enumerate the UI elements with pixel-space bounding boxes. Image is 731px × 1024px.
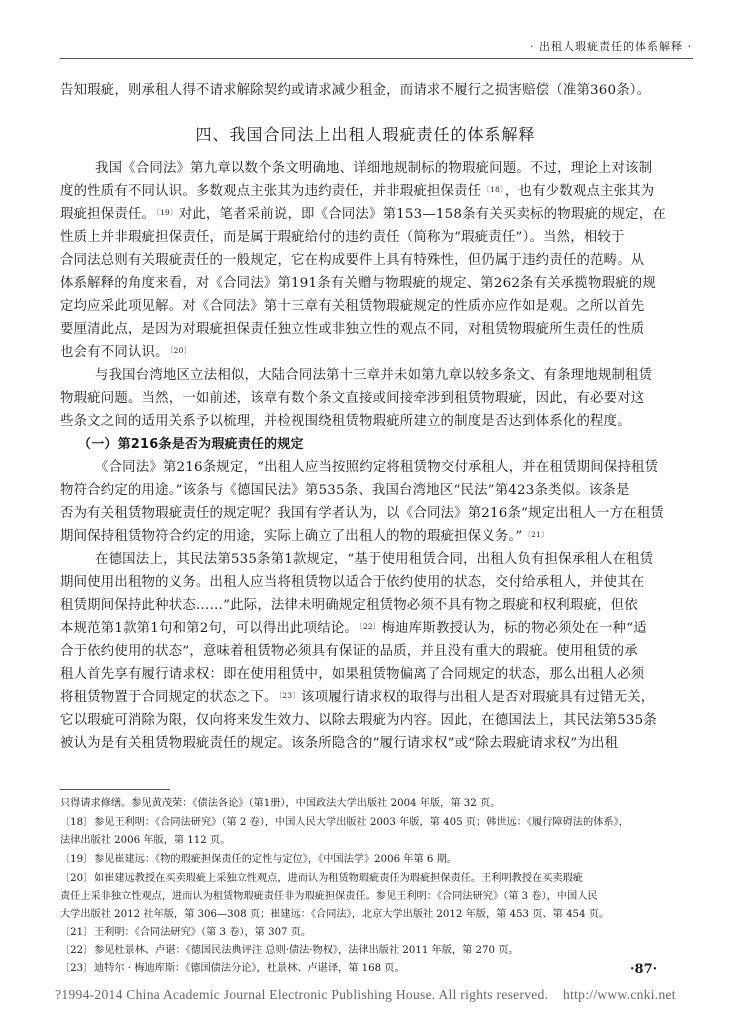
ref-21: 〔21〕 (523, 530, 549, 539)
p1-line-4: 性质上并非瑕疵担保责任，而是属于瑕疵给付的违约责任（简称为“瑕疵责任”）。当然，相较于 (60, 230, 625, 245)
p2-line-1: 与我国台湾地区立法相似，大陆合同法第十三章并未如第九章以较多条文、有条理地规制租赁 (95, 368, 653, 383)
p4-line-5: 合于依约使用的状态”，意味着租赁物必须具有保证的品质，并且没有重大的瑕疵。使用租赁的承 (60, 644, 638, 659)
p4-line-9: 被认为是有关租赁物瑕疵责任的规定。该条所隐含的“履行请求权”或“除去瑕疵请求权”为出租 (60, 736, 619, 751)
p4-line-8: 它以瑕疵可消除为限，仅向将来发生效力、以除去瑕疵为内容。因此，在德国法上，其民法第535条 (60, 713, 657, 728)
footnote-21: 〔21〕王利明：《合同法研究》（第 3 卷），第 307 页。 (60, 927, 312, 938)
p1-line-6: 体系解释的角度来看，对《合同法》第191条有关赠与物瑕疵的规定、第262条有关承揽物瑕疵的规 (60, 276, 656, 291)
footnote-20: 〔20〕如崔建远教授在买卖瑕疵上采独立性观点，进而认为租赁物瑕疵责任为瑕疵担保责任。王利明教授在买卖瑕疵 (60, 873, 583, 884)
footnote-22: 〔22〕参见杜景林、卢谌：《德国民法典评注 总则·债法·物权》，法律出版社 2011 年版，第 270 页。 (60, 945, 519, 956)
ref-20: 〔20〕 (169, 346, 192, 355)
ref-22: 〔22〕 (358, 622, 381, 631)
p4-line-1: 在德国法上，其民法第535条第1款规定，“基于使用租赁合同，出租人负有担保承租人在租赁 (95, 552, 654, 567)
header-rule (60, 58, 693, 59)
footnote-continued: 只得请求修缮。参见黄茂荣：《债法各论》（第1册），中国政法大学出版社 2004 年版，第 32 页。 (60, 798, 501, 809)
p2-line-3: 些条文之间的适用关系予以梳理，并检视围绕租赁物瑕疵所建立的制度是否达到体系化的程度。 (60, 414, 631, 429)
p1-line-1: 我国《合同法》第九章以数个条文明确地、详细地规制标的物瑕疵问题。不过，理论上对该制 (95, 161, 653, 176)
running-header: · 出租人瑕疵责任的体系解释 · (530, 40, 692, 53)
p1-line-5: 合同法总则有关瑕疵责任的一般规定，它在构成要件上具有特殊性，但仍属于违约责任的范畴。从 (60, 253, 645, 268)
footnote-rule (60, 789, 170, 790)
p3-line-4: 期间保持租赁物符合约定的用途，实际上确立了出租人的物的瑕疵担保义务。”$^{〔21〕}$ (60, 529, 549, 544)
p4-line-2: 期间使用出租物的义务。出租人应当将租赁物以适合于依约使用的状态，交付给承租人，并使其在 (60, 575, 645, 590)
p4-line-4: 本规范第1款第1句和第2句，可以得出此项结论。$^{〔22〕}$梅迪库斯教授认为，标的物必须处在一种“适 (60, 621, 647, 636)
p3-line-3: 否为有关租赁物瑕疵责任的规定呢？我国有学者认为，以《合同法》第216条“规定出租人一方在租赁 (60, 506, 665, 521)
copyright-footer: ?1994-2014 China Academic Journal Electronic Publishing House. All rights reserved. http://www.cnki.net (55, 987, 676, 1002)
footnote-20-cont-1: 责任上采非独立性观点，进而认为租赁物瑕疵责任非为瑕疵担保责任。参见王利明：《合同法研究》（第 3 卷），中国人民 (60, 891, 598, 902)
p3-line-2: 物符合约定的用途。”该条与《德国民法》第535条、我国台湾地区“民法”第423条类似。该条是 (60, 483, 630, 498)
footnote-18-cont: 法律出版社 2006 年版，第 112 页。 (60, 835, 231, 846)
p1-line-3: 瑕疵担保责任。$^{〔19〕}$对此，笔者采前说，即《合同法》第153—158条有关买卖标的物瑕疵的规定，在 (60, 207, 666, 222)
ref-23: 〔23〕 (278, 691, 301, 700)
subheading: （一）第216条是否为瑕疵责任的规定 (78, 437, 304, 452)
p1-line-2: 度的性质有不同认识。多数观点主张其为违约责任，并非瑕疵担保责任$^{〔18〕}$，也有少数观点主张其为 (60, 184, 655, 199)
p3-line-1: 《合同法》第216条规定，“出租人应当按照约定将租赁物交付承租人，并在租赁期间保持租赁 (95, 460, 659, 475)
p1-line-7: 定均应采此项见解。对《合同法》第十三章有关租赁物瑕疵规定的性质亦应作如是观。之所以首先 (60, 299, 645, 314)
p4-line-3: 租赁期间保持此种状态……”此际，法律未明确规定租赁物必须不具有物之瑕疵和权利瑕疵，但依 (60, 598, 638, 613)
footnote-19: 〔19〕参见崔建远：《物的瑕疵担保责任的定性与定位》，《中国法学》2006 年第 6 期。 (60, 854, 458, 865)
p4-line-7: 将租赁物置于合同规定的状态之下。$^{〔23〕}$该项履行请求权的取得与出租人是否对瑕疵具有过错无关， (60, 690, 655, 705)
p2-line-2: 物瑕疵问题。当然，一如前述，该章有数个条文直接或间接牵涉到租赁物瑕疵，因此，有必要对这 (60, 391, 645, 406)
page-number: ·87· (630, 962, 658, 977)
p4-line-6: 租人首先享有履行请求权：即在使用租赁中，如果租赁物偏离了合同规定的状态，那么出租人必须 (60, 667, 645, 682)
ref-18: 〔18〕 (482, 185, 504, 194)
footnote-23: 〔23〕迪特尔 · 梅迪库斯：《德国债法分论》，杜景林、卢谌译，第 168 页。 (60, 963, 405, 974)
p1-line-9: 也会有不同认识。$^{〔20〕}$ (60, 345, 192, 360)
section-title: 四、我国合同法上出租人瑕疵责任的体系解释 (195, 125, 536, 144)
intro-line: 告知瑕疵，则承租人得不请求解除契约或请求减少租金，而请求不履行之损害赔偿（准第360条）。 (60, 83, 651, 98)
footnote-18: 〔18〕参见王利明：《合同法研究》（第 2 卷），中国人民大学出版社 2003 年版，第 405 页；韩世远：《履行障碍法的体系》， (60, 817, 629, 828)
p1-line-8: 要厘清此点，是因为对瑕疵担保责任独立性或非独立性的观点不同，对租赁物瑕疵所生责任的性质 (60, 322, 645, 337)
footnote-20-cont-2: 大学出版社 2012 社年版，第 306—308 页；崔建远：《合同法》，北京大学出版社 2012 年版，第 453 页、第 454 页。 (60, 909, 610, 920)
ref-19: 〔19〕 (156, 208, 178, 217)
